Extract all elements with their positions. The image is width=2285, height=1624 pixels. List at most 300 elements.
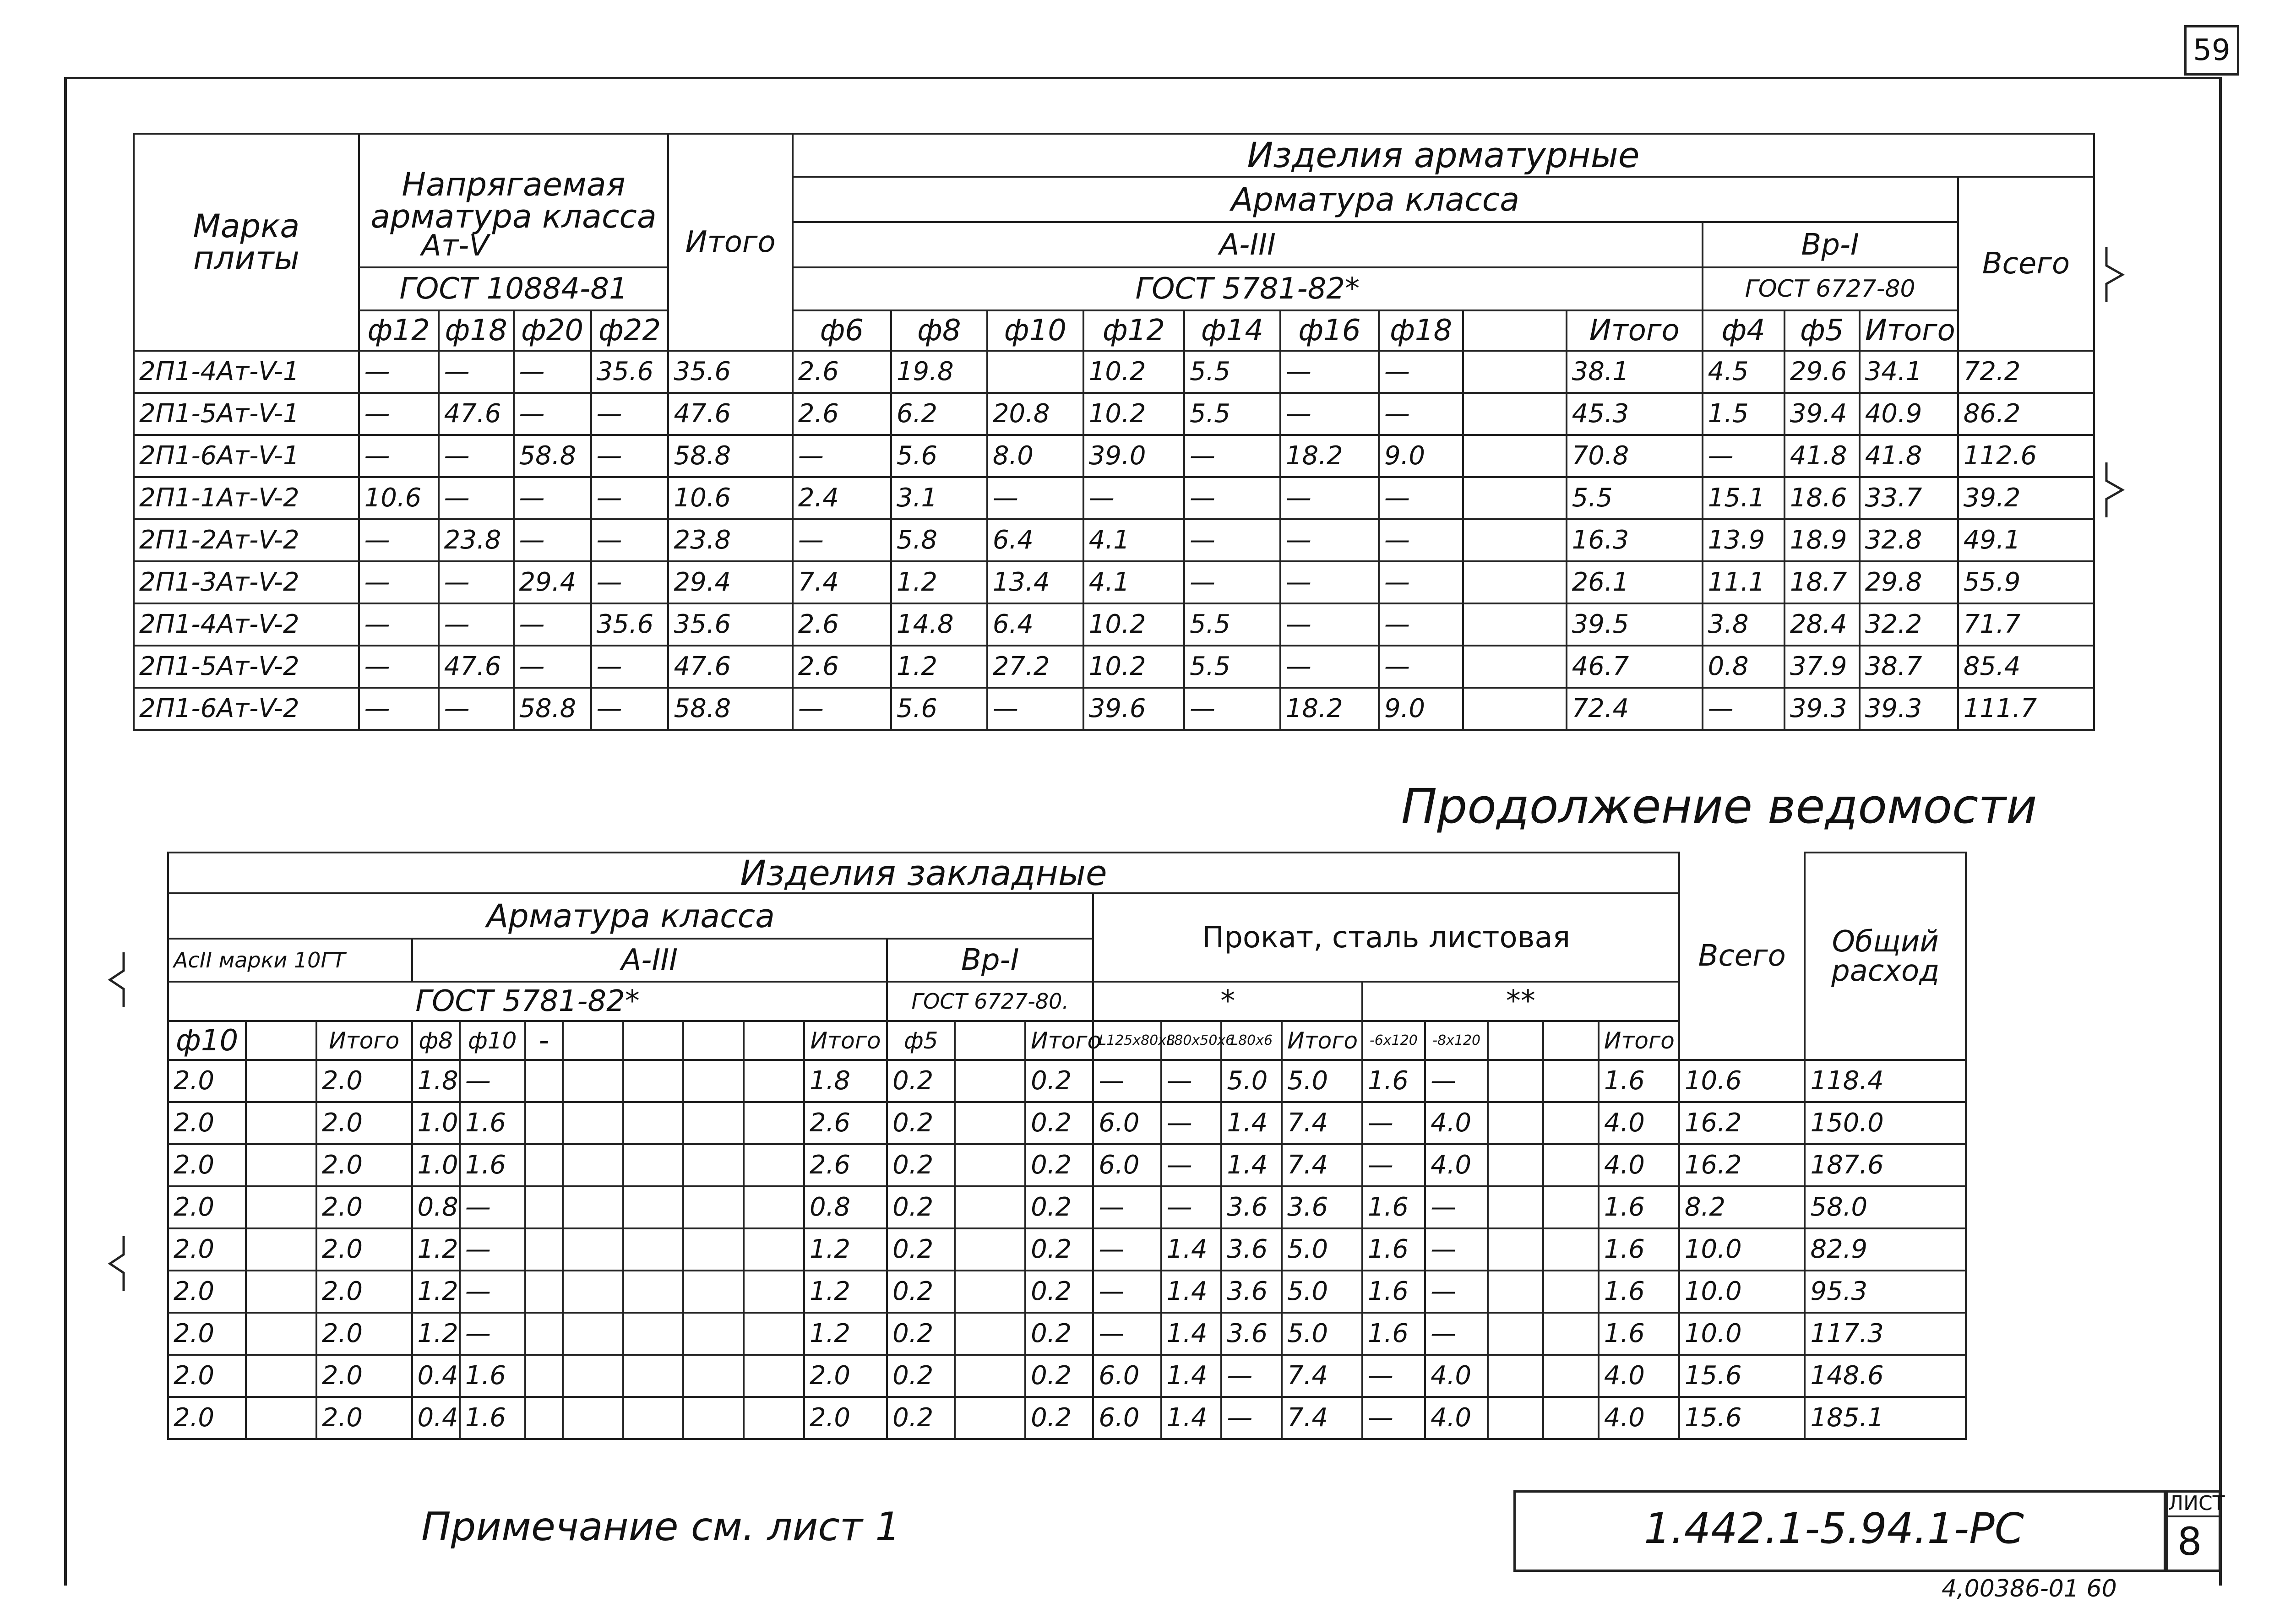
profile-cell: L125x80x8 [1093,1021,1161,1060]
table-row [134,477,2094,519]
value-cell: 0.2 [1025,1060,1093,1102]
header-gost-a3-zakl: ГОСТ 5781-82* [168,982,887,1021]
value-cell: 1.4 [1161,1228,1222,1271]
break-mark [110,952,137,1300]
header-arm-class: Арматура класса [793,177,1958,222]
value-cell: 38.7 [1860,646,1958,688]
diam-cell-itogo: Итого [1025,1021,1093,1060]
header-izdelia-zakl: Изделия закладные [168,853,1679,893]
value-cell [563,1060,623,1102]
value-cell: 9.0 [1379,435,1463,477]
value-cell: 2.0 [316,1102,412,1144]
value-cell: 0.2 [887,1313,955,1355]
diam-cell: ф4 [1703,310,1784,351]
diam-cell: - [525,1021,563,1060]
value-cell: 5.0 [1282,1271,1362,1313]
value-cell [246,1355,316,1397]
value-cell [1488,1102,1543,1144]
value-cell: 33.7 [1860,477,1958,519]
diam-cell [1543,1021,1599,1060]
value-cell: 5.0 [1282,1313,1362,1355]
value-cell: — [439,688,514,730]
header-gost-a3: ГОСТ 5781-82* [793,267,1703,310]
value-cell [246,1397,316,1439]
value-cell: 10.2 [1083,393,1184,435]
value-cell: — [359,561,439,603]
value-cell: 4.0 [1599,1102,1679,1144]
value-cell: 3.6 [1221,1228,1282,1271]
value-cell: 32.2 [1860,603,1958,646]
diam-cell: ф12 [359,310,439,351]
value-cell: 6.0 [1093,1102,1161,1144]
value-cell: — [514,519,591,561]
value-cell: 58.0 [1805,1186,1966,1228]
document-code: 1.442.1-5.94.1-РС [1644,1504,2024,1553]
value-cell [563,1313,623,1355]
value-cell: — [591,561,669,603]
value-cell: 1.6 [1599,1228,1679,1271]
diam-cell: ф12 [1083,310,1184,351]
table-row [168,1313,1966,1355]
value-cell [955,1060,1025,1102]
value-cell: 2.0 [316,1186,412,1228]
value-cell: 7.4 [1282,1144,1362,1186]
value-cell: 0.8 [804,1186,887,1228]
value-cell: 18.6 [1784,477,1860,519]
profile-cell: -6x120 [1362,1021,1425,1060]
diam-cell [246,1021,316,1060]
value-cell [1463,351,1566,393]
value-cell: 1.6 [1362,1313,1425,1355]
value-cell: 1.2 [804,1313,887,1355]
value-cell [955,1228,1025,1271]
value-cell: — [1184,435,1280,477]
row-mark-cell: 2П1-4Ат-V-1 [134,351,359,393]
value-cell: 4.0 [1425,1355,1488,1397]
value-cell: — [359,603,439,646]
value-cell: 15.1 [1703,477,1784,519]
value-cell: 20.8 [987,393,1083,435]
diam-cell: ф20 [514,310,591,351]
table-row [134,603,2094,646]
header-vsego-zakl: Всего [1679,853,1805,1060]
value-cell [1488,1186,1543,1228]
value-cell: 28.4 [1784,603,1860,646]
value-cell: 18.7 [1784,561,1860,603]
value-cell: 1.4 [1161,1397,1222,1439]
value-cell: — [1184,688,1280,730]
table-row [168,1060,1966,1102]
value-cell: 5.5 [1184,646,1280,688]
value-cell: — [514,351,591,393]
diam-cell: ф5 [1784,310,1860,351]
value-cell: 1.6 [1362,1228,1425,1271]
value-cell: 2.0 [168,1313,246,1355]
value-cell: — [1703,688,1784,730]
value-cell [1463,603,1566,646]
value-cell: 2.0 [168,1102,246,1144]
value-cell: 35.6 [668,351,792,393]
value-cell [525,1397,563,1439]
value-cell: 23.8 [439,519,514,561]
value-cell: — [591,477,669,519]
value-cell [525,1186,563,1228]
header-gost-bp: ГОСТ 6727-80 [1703,267,1958,310]
value-cell: — [1093,1271,1161,1313]
value-cell: 2.0 [316,1355,412,1397]
value-cell [623,1355,684,1397]
value-cell: 95.3 [1805,1271,1966,1313]
value-cell: 14.8 [891,603,987,646]
value-cell: 10.0 [1679,1271,1805,1313]
diam-cell-itogo: Итого [804,1021,887,1060]
value-cell: 1.2 [891,646,987,688]
value-cell: 4.0 [1599,1144,1679,1186]
header-gost-bp-zakl: ГОСТ 6727-80. [887,982,1093,1021]
value-cell: — [1280,393,1379,435]
value-cell: 2.0 [168,1355,246,1397]
value-cell: 6.0 [1093,1397,1161,1439]
header-a3: А-III [793,222,1703,267]
value-cell: 2.0 [804,1355,887,1397]
value-cell: 5.6 [891,688,987,730]
value-cell [623,1060,684,1102]
value-cell [525,1313,563,1355]
value-cell: 111.7 [1958,688,2094,730]
value-cell: — [1703,435,1784,477]
value-cell: — [1280,603,1379,646]
profile-cell: -8x120 [1425,1021,1488,1060]
value-cell: — [1161,1102,1222,1144]
diam-cell: ф5 [887,1021,955,1060]
value-cell: 0.2 [887,1397,955,1439]
value-cell [683,1144,744,1186]
value-cell [246,1271,316,1313]
value-cell: 2.6 [804,1144,887,1186]
value-cell [744,1102,804,1144]
value-cell: 86.2 [1958,393,2094,435]
table-row [134,646,2094,688]
value-cell: — [1184,477,1280,519]
value-cell: 37.9 [1784,646,1860,688]
value-cell: 2.0 [316,1313,412,1355]
value-cell [525,1355,563,1397]
value-cell: 47.6 [668,646,792,688]
value-cell: 2.0 [168,1060,246,1102]
value-cell: — [1093,1186,1161,1228]
table-row [134,561,2094,603]
value-cell: — [1280,519,1379,561]
value-cell: — [1425,1228,1488,1271]
value-cell: 9.0 [1379,688,1463,730]
header-star2: ** [1362,982,1679,1021]
value-cell: — [987,477,1083,519]
value-cell [525,1102,563,1144]
value-cell: 58.8 [514,435,591,477]
value-cell: 5.5 [1184,351,1280,393]
value-cell: — [439,435,514,477]
value-cell: 41.8 [1860,435,1958,477]
value-cell [563,1355,623,1397]
value-cell: — [460,1060,525,1102]
value-cell [246,1313,316,1355]
value-cell: 2.0 [316,1144,412,1186]
value-cell [955,1102,1025,1144]
value-cell: — [439,351,514,393]
value-cell: 39.3 [1860,688,1958,730]
value-cell: — [1379,519,1463,561]
value-cell: 15.6 [1679,1397,1805,1439]
value-cell: 2.0 [168,1397,246,1439]
value-cell: — [1379,477,1463,519]
value-cell: 0.2 [1025,1313,1093,1355]
value-cell [683,1228,744,1271]
value-cell [563,1271,623,1313]
row-mark-cell: 2П1-3Ат-V-2 [134,561,359,603]
value-cell: 117.3 [1805,1313,1966,1355]
diam-cell: ф22 [591,310,669,351]
value-cell: 39.3 [1784,688,1860,730]
value-cell [1488,1271,1543,1313]
diam-cell [1463,310,1566,351]
value-cell [1543,1397,1599,1439]
value-cell: 5.5 [1184,393,1280,435]
value-cell: — [591,435,669,477]
header-a3-zakl: А-III [412,939,887,982]
value-cell: 4.0 [1425,1102,1488,1144]
value-cell: 1.6 [1599,1186,1679,1228]
value-cell: 148.6 [1805,1355,1966,1397]
value-cell [744,1355,804,1397]
diam-cell: ф16 [1280,310,1379,351]
table-row [168,1397,1966,1439]
value-cell: 39.4 [1784,393,1860,435]
value-cell: 112.6 [1958,435,2094,477]
value-cell [525,1060,563,1102]
value-cell: 0.2 [1025,1186,1093,1228]
value-cell: 2.0 [168,1271,246,1313]
value-cell: 2.0 [316,1060,412,1102]
value-cell: 4.0 [1425,1144,1488,1186]
value-cell: 0.4 [412,1397,460,1439]
value-cell: 3.6 [1221,1313,1282,1355]
diam-cell: ф18 [439,310,514,351]
value-cell: 2.0 [168,1186,246,1228]
value-cell [623,1271,684,1313]
value-cell: 5.0 [1282,1060,1362,1102]
value-cell [1463,477,1566,519]
value-cell [744,1397,804,1439]
value-cell: 1.4 [1161,1271,1222,1313]
value-cell: 34.1 [1860,351,1958,393]
value-cell [1488,1313,1543,1355]
value-cell: 7.4 [793,561,891,603]
value-cell: 39.5 [1567,603,1703,646]
value-cell: 58.8 [514,688,591,730]
value-cell: — [1362,1144,1425,1186]
value-cell: — [460,1271,525,1313]
value-cell [623,1186,684,1228]
value-cell: 39.0 [1083,435,1184,477]
diam-cell: ф10 [168,1021,246,1060]
value-cell: — [1161,1144,1222,1186]
value-cell [246,1186,316,1228]
value-cell [1463,561,1566,603]
header-at5-label: Ат-V [421,229,489,263]
row-mark-cell: 2П1-2Ат-V-2 [134,519,359,561]
value-cell [955,1271,1025,1313]
value-cell: 4.0 [1599,1355,1679,1397]
value-cell: 0.4 [412,1355,460,1397]
value-cell [246,1060,316,1102]
value-cell: 10.2 [1083,351,1184,393]
break-mark [2102,247,2129,531]
value-cell [1463,435,1566,477]
value-cell: — [591,519,669,561]
value-cell [683,1186,744,1228]
value-cell: 1.2 [804,1271,887,1313]
value-cell [563,1228,623,1271]
value-cell: — [1425,1313,1488,1355]
value-cell [1488,1355,1543,1397]
value-cell: 10.0 [1679,1228,1805,1271]
table-row [168,1186,1966,1228]
value-cell: — [1161,1186,1222,1228]
value-cell: — [1362,1102,1425,1144]
embedded-items-table [167,852,1967,1440]
value-cell: 4.5 [1703,351,1784,393]
diam-cell: ф10 [987,310,1083,351]
value-cell: 39.6 [1083,688,1184,730]
value-cell: 46.7 [1567,646,1703,688]
value-cell: 55.9 [1958,561,2094,603]
value-cell: — [359,646,439,688]
value-cell: 1.6 [1362,1060,1425,1102]
value-cell: — [460,1186,525,1228]
value-cell: 18.2 [1280,688,1379,730]
value-cell: — [1093,1228,1161,1271]
value-cell: 0.2 [1025,1102,1093,1144]
header-prokat: Прокат, сталь листовая [1093,893,1679,982]
note-text: Примечание см. лист 1 [421,1504,900,1550]
value-cell [623,1228,684,1271]
value-cell: 45.3 [1567,393,1703,435]
diam-cell [563,1021,623,1060]
value-cell: 1.8 [804,1060,887,1102]
value-cell: 6.4 [987,603,1083,646]
value-cell [563,1397,623,1439]
value-cell: — [1093,1313,1161,1355]
value-cell: 5.6 [891,435,987,477]
value-cell: 72.2 [1958,351,2094,393]
value-cell: 0.2 [887,1186,955,1228]
value-cell: 58.8 [668,688,792,730]
value-cell: 0.2 [1025,1144,1093,1186]
value-cell: 6.0 [1093,1144,1161,1186]
value-cell: 2.0 [316,1228,412,1271]
value-cell [744,1186,804,1228]
value-cell: — [439,477,514,519]
header-star1: * [1093,982,1362,1021]
value-cell: 1.2 [412,1228,460,1271]
value-cell: 10.2 [1083,603,1184,646]
value-cell: 3.6 [1221,1186,1282,1228]
value-cell [955,1144,1025,1186]
value-cell [1543,1144,1599,1186]
value-cell: 2.6 [793,603,891,646]
value-cell: 2.0 [168,1144,246,1186]
value-cell: 1.6 [1599,1060,1679,1102]
header-izdelia: Изделия арматурные [793,134,2094,177]
table-row [168,1355,1966,1397]
value-cell: — [1362,1397,1425,1439]
value-cell: — [1379,603,1463,646]
value-cell: 3.8 [1703,603,1784,646]
value-cell [1543,1271,1599,1313]
value-cell [683,1271,744,1313]
value-cell: — [514,393,591,435]
profile-cell: L80x50x6 [1161,1021,1222,1060]
table-row [134,393,2094,435]
value-cell [683,1102,744,1144]
header-arm-class-zakl: Арматура класса [168,893,1093,939]
value-cell: 29.8 [1860,561,1958,603]
value-cell [955,1186,1025,1228]
value-cell: — [793,519,891,561]
value-cell: 41.8 [1784,435,1860,477]
value-cell: 58.8 [668,435,792,477]
value-cell [563,1186,623,1228]
value-cell: 35.6 [591,603,669,646]
value-cell: — [1221,1355,1282,1397]
value-cell [744,1144,804,1186]
sheet-label: ЛИСТ [2168,1492,2225,1515]
value-cell: 16.3 [1567,519,1703,561]
value-cell [525,1271,563,1313]
value-cell: — [591,688,669,730]
value-cell: 7.4 [1282,1102,1362,1144]
value-cell [683,1060,744,1102]
value-cell: 47.6 [668,393,792,435]
value-cell: 185.1 [1805,1397,1966,1439]
value-cell: — [1221,1397,1282,1439]
value-cell: — [359,435,439,477]
value-cell: 27.2 [987,646,1083,688]
value-cell [955,1397,1025,1439]
value-cell: 2.0 [804,1397,887,1439]
header-prestress: Напрягаемая арматура класса [359,134,669,267]
value-cell: 118.4 [1805,1060,1966,1102]
value-cell: 18.2 [1280,435,1379,477]
value-cell: 72.4 [1567,688,1703,730]
value-cell [563,1144,623,1186]
value-cell [744,1313,804,1355]
row-mark-cell: 2П1-4Ат-V-2 [134,603,359,646]
value-cell: 85.4 [1958,646,2094,688]
value-cell: 16.2 [1679,1102,1805,1144]
sheet-number: 8 [2177,1519,2202,1564]
value-cell [683,1355,744,1397]
value-cell: 1.6 [1599,1313,1679,1355]
value-cell: 2.0 [316,1271,412,1313]
value-cell: 3.6 [1221,1271,1282,1313]
value-cell [246,1144,316,1186]
value-cell: 5.5 [1184,603,1280,646]
value-cell: 2.0 [168,1228,246,1271]
table-row [134,519,2094,561]
value-cell: 4.1 [1083,519,1184,561]
value-cell: 19.8 [891,351,987,393]
